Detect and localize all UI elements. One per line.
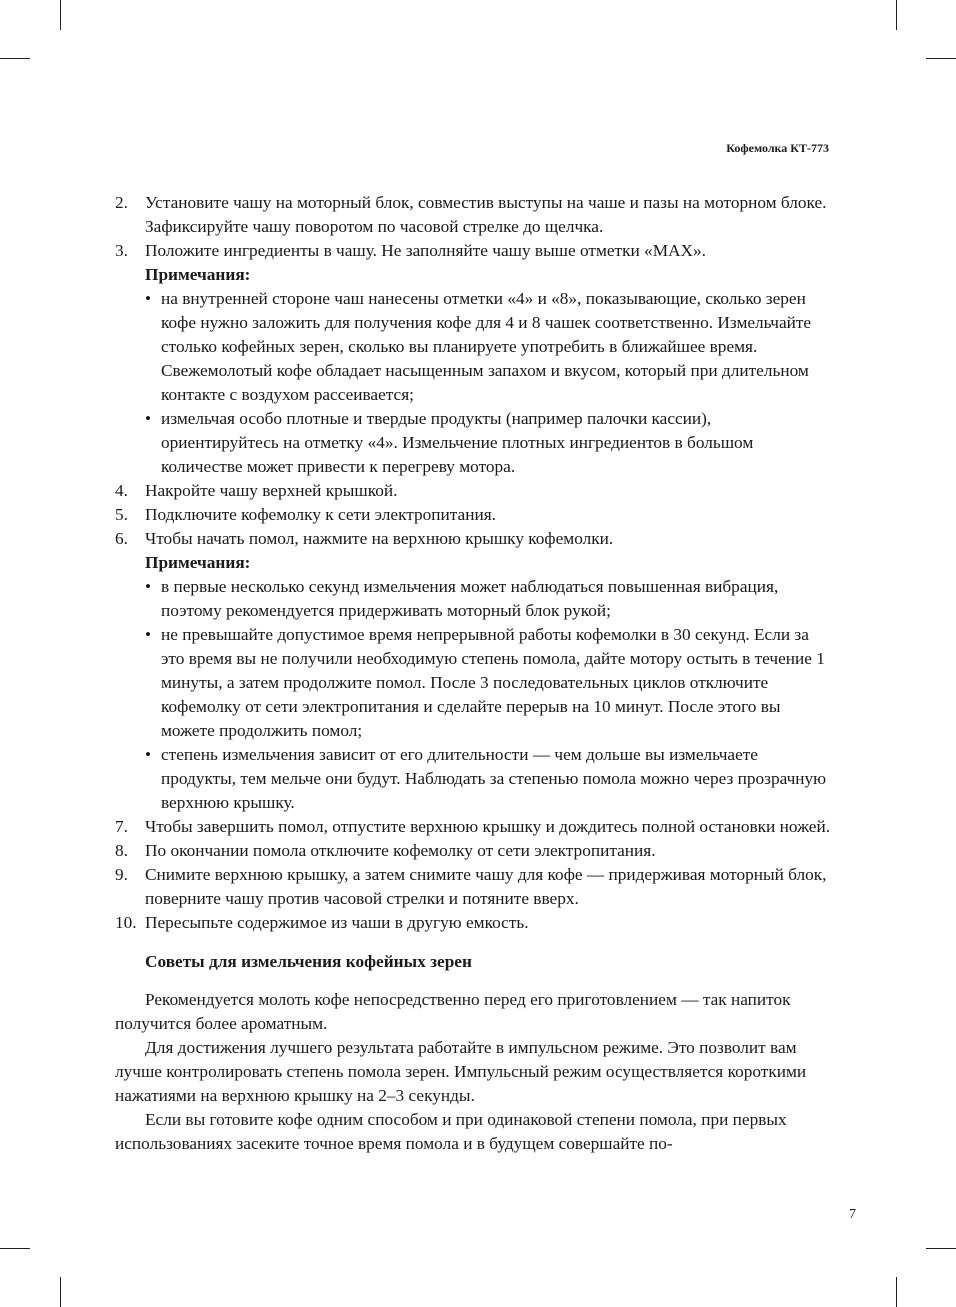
bullet-item: • на внутренней стороне чаш нанесены отметки «4» и «8», показывающие, сколько зерен кофе нужно заложить для получения кофе для 4 и 8 чашек соответственно. Измельчайте столько кофейных зерен, сколько вы планируете употребить в ближайшее время. Свежемолотый кофе обладает насыщенным запахом и вкусом, который при длительном контакте с воздухом рассеивается; bbox=[145, 287, 831, 407]
bullet-item: • степень измельчения зависит от его длительности — чем дольше вы измельчаете продукты, тем мельче они будут. Наблюдать за степенью помола можно через прозрачную верхнюю крышку. bbox=[145, 743, 831, 815]
paragraph: Для достижения лучшего результата работайте в импульсном режиме. Это позволит вам лучше контролировать степень помола зерен. Импульсный режим осуществляется короткими нажатиями на верхнюю крышку на 2–3 секунды. bbox=[115, 1038, 807, 1105]
crop-mark bbox=[926, 1248, 956, 1249]
crop-mark bbox=[0, 1248, 30, 1249]
notes-block bbox=[115, 551, 831, 815]
list-item: 7. Чтобы завершить помол, отпустите верхнюю крышку и дождитесь полной остановки ножей. bbox=[115, 817, 831, 836]
list-item: 4. Накройте чашу верхней крышкой. bbox=[115, 481, 398, 500]
crop-mark bbox=[926, 58, 956, 59]
crop-mark bbox=[896, 0, 897, 30]
notes-heading: Примечания: bbox=[145, 553, 251, 572]
list-item: 2. Установите чашу на моторный блок, совместив выступы на чаше и пазы на моторном блоке. Зафиксируйте чашу поворотом по часовой стрелке до щелчка. bbox=[115, 193, 827, 236]
paragraph: Если вы готовите кофе одним способом и при одинаковой степени помола, при первых использованиях засеките точное время помола и в будущем совершайте по- bbox=[115, 1110, 787, 1153]
crop-mark bbox=[896, 1277, 897, 1307]
section-title: Советы для измельчения кофейных зерен bbox=[145, 952, 472, 971]
crop-mark bbox=[0, 58, 30, 59]
paragraph: Рекомендуется молоть кофе непосредственно перед его приготовлением — так напиток получится более ароматным. bbox=[115, 990, 791, 1033]
running-header: Кофемолка КТ-773 bbox=[726, 141, 829, 155]
list-item: 3. Положите ингредиенты в чашу. Не заполняйте чашу выше отметки «MAX». bbox=[115, 241, 706, 260]
crop-mark bbox=[60, 1277, 61, 1307]
bullet-item: • в первые несколько секунд измельчения может наблюдаться повышенная вибрация, поэтому рекомендуется придерживать моторный блок рукой; bbox=[145, 575, 831, 623]
page-number: 7 bbox=[849, 1207, 856, 1222]
bullet-item: • не превышайте допустимое время непрерывной работы кофемолки в 30 секунд. Если за это время вы не получили необходимую степень помола, дайте мотору остыть в течение 1 минуты, а затем продолжите помол. После 3 последовательных циклов отключите кофемолку от сети электропитания и сделайте перерыв на 10 минут. После этого вы можете продолжить помол; bbox=[145, 623, 831, 743]
notes-block bbox=[115, 263, 831, 479]
list-item: 5. Подключите кофемолку к сети электропитания. bbox=[115, 505, 496, 524]
bullet-item: • измельчая особо плотные и твердые продукты (например палочки кассии), ориентируйтесь на отметку «4». Измельчение плотных ингредиентов в большом количестве может привести к перегреву мотора. bbox=[145, 407, 831, 479]
list-item: 9. Снимите верхнюю крышку, а затем снимите чашу для кофе — придерживая моторный блок, поверните чашу против часовой стрелки и потяните вверх. bbox=[115, 865, 827, 908]
page-content bbox=[115, 191, 831, 1156]
list-item: 10. Пересыпьте содержимое из чаши в другую емкость. bbox=[115, 913, 529, 932]
notes-heading: Примечания: bbox=[145, 265, 251, 284]
list-item: 6. Чтобы начать помол, нажмите на верхнюю крышку кофемолки. bbox=[115, 529, 614, 548]
crop-mark bbox=[60, 0, 61, 30]
list-item: 8. По окончании помола отключите кофемолку от сети электропитания. bbox=[115, 841, 656, 860]
